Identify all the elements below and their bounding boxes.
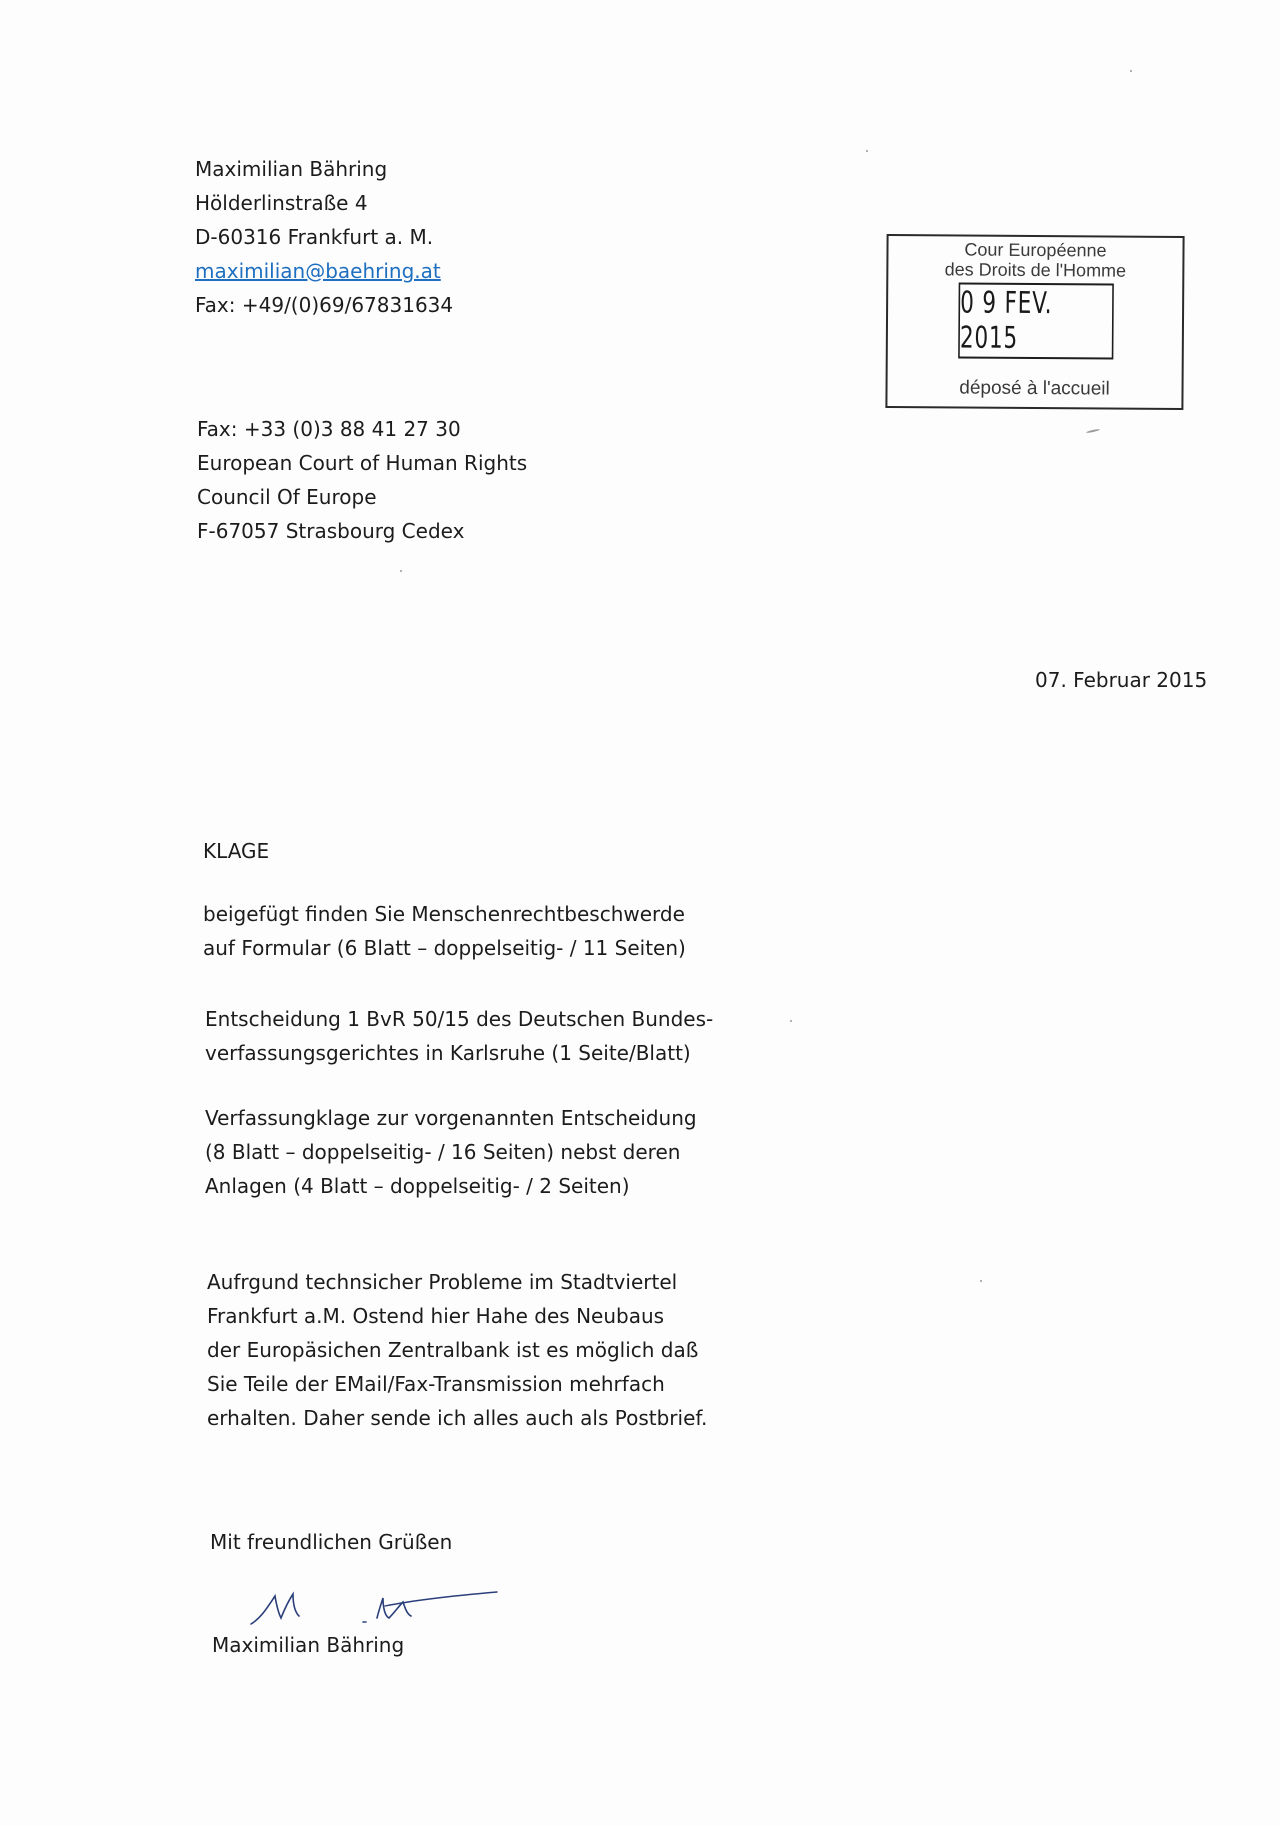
scan-speck (1130, 70, 1132, 72)
paragraph-enclosure-form (203, 897, 686, 965)
sender-fax: Fax: +49/(0)69/67831634 (195, 293, 454, 317)
stamp-court-subtitle: des Droits de l'Homme (944, 259, 1127, 281)
stamp-date: 0 9 FEV. 2015 (958, 282, 1114, 359)
paragraph-enclosure-complaint (205, 1101, 697, 1203)
paragraph-line: verfassungsgerichtes in Karlsruhe (1 Seite/Blatt) (205, 1041, 691, 1065)
letter-date: 07. Februar 2015 (1035, 668, 1208, 692)
scan-speck (980, 1280, 982, 1282)
sender-name: Maximilian Bähring (195, 157, 388, 181)
recipient-fax: Fax: +33 (0)3 88 41 27 30 (197, 417, 461, 441)
stamp-footer: déposé à l'accueil (959, 377, 1110, 400)
paragraph-line: Verfassungklage zur vorgenannten Entscheidung (205, 1106, 697, 1130)
paragraph-line: Entscheidung 1 BvR 50/15 des Deutschen Bundes- (205, 1007, 714, 1031)
sender-street: Hölderlinstraße 4 (195, 191, 368, 215)
recipient-name: European Court of Human Rights (197, 451, 528, 475)
scan-speck (866, 150, 868, 152)
sender-email-link[interactable]: maximilian@baehring.at (195, 259, 441, 283)
signer-name: Maximilian Bähring (212, 1633, 405, 1657)
paragraph-line: auf Formular (6 Blatt – doppelseitig- / 11 Seiten) (203, 936, 686, 960)
sender-city: D-60316 Frankfurt a. M. (195, 225, 434, 249)
scan-speck (400, 570, 402, 572)
sender-address (195, 152, 453, 322)
paragraph-line: erhalten. Daher sende ich alles auch als Postbrief. (207, 1406, 708, 1430)
recipient-address (197, 412, 527, 548)
recipient-city: F-67057 Strasbourg Cedex (197, 519, 465, 543)
closing-greeting: Mit freundlichen Grüßen (210, 1530, 453, 1554)
court-receipt-stamp (885, 234, 1184, 410)
paragraph-line: Aufrgund technsicher Probleme im Stadtviertel (207, 1270, 678, 1294)
scan-speck (1086, 429, 1100, 434)
paragraph-line: (8 Blatt – doppelseitig- / 16 Seiten) nebst deren (205, 1140, 681, 1164)
stamp-court-name: Cour Européenne (964, 239, 1107, 261)
letter-subject: KLAGE (203, 839, 270, 863)
paragraph-transmission-note (207, 1265, 707, 1435)
recipient-org: Council Of Europe (197, 485, 377, 509)
paragraph-enclosure-decision (205, 1002, 713, 1070)
paragraph-line: Frankfurt a.M. Ostend hier Hahe des Neubaus (207, 1304, 665, 1328)
paragraph-line: Sie Teile der EMail/Fax-Transmission mehrfach (207, 1372, 665, 1396)
paragraph-line: Anlagen (4 Blatt – doppelseitig- / 2 Seiten) (205, 1174, 630, 1198)
paragraph-line: der Europäsichen Zentralbank ist es möglich daß (207, 1338, 699, 1362)
scan-speck (790, 1020, 792, 1022)
paragraph-line: beigefügt finden Sie Menschenrechtbeschwerde (203, 902, 685, 926)
